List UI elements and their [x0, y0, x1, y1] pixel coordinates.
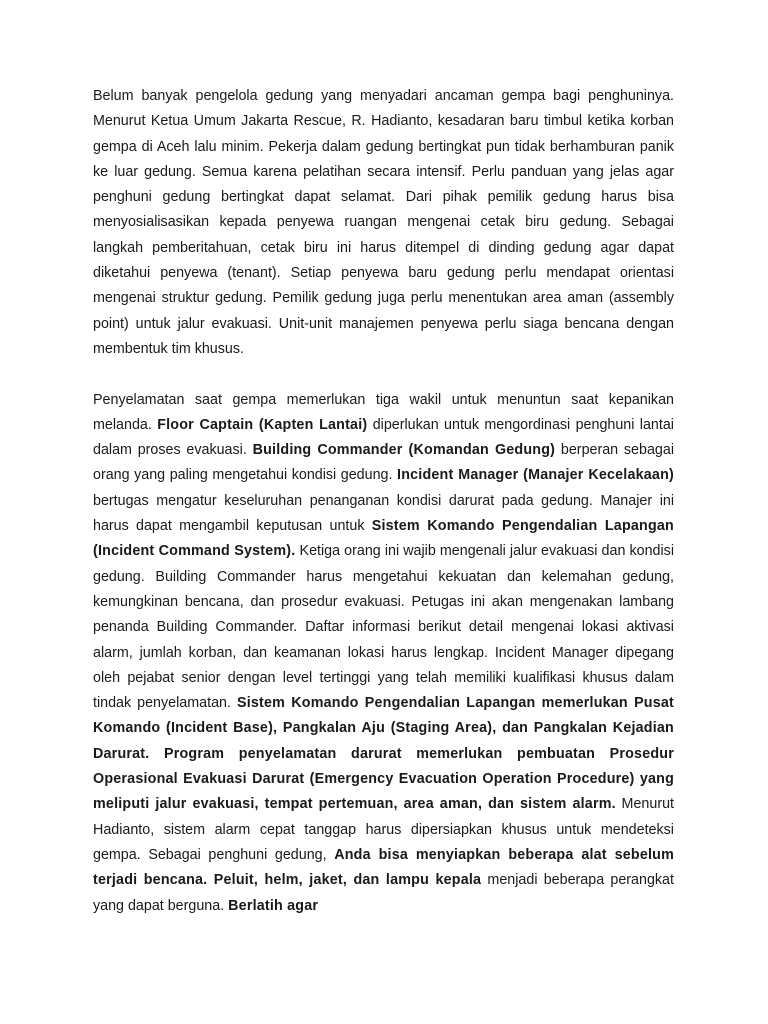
document-body: [93, 84, 674, 919]
bold-term-incident-command-system: Sistem Komando Pengendalian Lapangan (Incident Command System).: [93, 518, 674, 560]
paragraph-2: [93, 388, 674, 919]
paragraph-2-text: bertugas mengatur keseluruhan penanganan kondisi darurat pada gedung. Manajer ini harus dapat mengambil keputusan untuk: [93, 492, 674, 535]
paragraph-1-text: Belum banyak pengelola gedung yang menyadari ancaman gempa bagi penghuninya. Menurut Ketua Umum Jakarta Rescue, R. Hadianto, kesadaran baru timbul ketika korban gempa di Aceh lalu minim. Pekerja dalam gedung bertingkat pun tidak berhamburan panik ke luar gedung. Semua karena pelatihan secara intensif. Perlu panduan yang jelas agar penghuni gedung bertingkat dapat selamat. Dari pihak pemilik gedung harus bisa menyosialisasikan kepada penyewa ruangan mengenai cetak biru gedung. Sebagai langkah pemberitahuan, cetak biru ini harus ditempel di dinding gedung agar dapat diketahui penyewa (tenant). Setiap penyewa baru gedung perlu mendapat orientasi mengenai struktur gedung. Pemilik gedung juga perlu menentukan area aman (assembly point) untuk jalur evakuasi. Unit-unit manajemen penyewa perlu siaga bencana dengan membentuk tim khusus.: [93, 88, 674, 357]
bold-passage-practice: Berlatih agar: [228, 897, 319, 914]
paragraph-2-text: menjadi beberapa perangkat yang dapat berguna.: [93, 872, 674, 914]
paragraph-2-text: berperan sebagai orang yang paling mengetahui kondisi gedung.: [93, 442, 674, 484]
bold-term-building-commander: Building Commander (Komandan Gedung): [252, 442, 556, 459]
paragraph-1: [93, 84, 674, 362]
bold-passage-equipment: Anda bisa menyiapkan beberapa alat sebelum terjadi bencana. Peluit, helm, jaket, dan lampu kepala: [93, 846, 674, 889]
paragraph-2-text: Penyelamatan saat gempa memerlukan tiga wakil untuk menuntun saat kepanikan melanda.: [93, 391, 674, 433]
paragraph-2-text: diperlukan untuk mengordinasi penghuni lantai dalam proses evakuasi.: [93, 416, 674, 459]
paragraph-2-text: Menurut Hadianto, sistem alarm cepat tanggap harus dipersiapkan khusus untuk mendeteksi gempa. Sebagai penghuni gedung,: [93, 796, 675, 863]
bold-term-incident-manager: Incident Manager (Manajer Kecelakaan): [397, 467, 674, 484]
bold-passage-command-system-requirements: Sistem Komando Pengendalian Lapangan memerlukan Pusat Komando (Incident Base), Pangkalan Aju (Staging Area), dan Pangkalan Kejadian Darurat. Program penyelamatan darurat memerlukan pembuatan Prosedur Operasional Evakuasi Darurat (Emergency Evacuation Operation Procedure) yang meliputi jalur evakuasi, tempat pertemuan, area aman, dan sistem alarm.: [93, 695, 674, 813]
paragraph-2-text: Ketiga orang ini wajib mengenali jalur evakuasi dan kondisi gedung. Building Commander harus mengetahui kekuatan dan kelemahan gedung, kemungkinan bencana, dan prosedur evakuasi. Petugas ini akan mengenakan lambang penanda Building Commander. Daftar informasi berikut detail mengenai lokasi aktivasi alarm, jumlah korban, dan keamanan lokasi harus lengkap. Incident Manager dipegang oleh pejabat senior dengan level tertinggi yang telah memiliki kualifikasi khusus dalam tindak penyelamatan.: [93, 543, 674, 712]
bold-term-floor-captain: Floor Captain (Kapten Lantai): [157, 416, 368, 433]
